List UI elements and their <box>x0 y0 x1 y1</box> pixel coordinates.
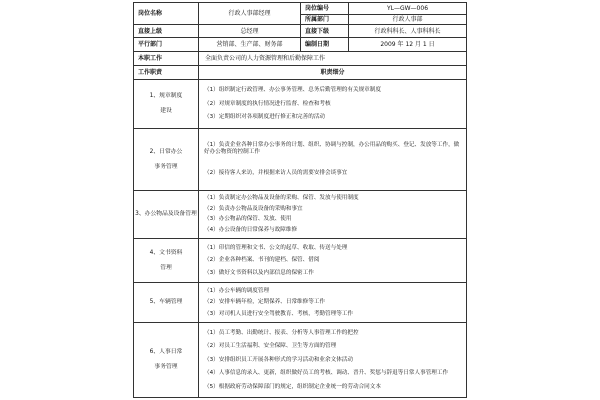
duty-item: （2）安排车辆年检，定期保养、日常维修等工作 <box>204 299 326 305</box>
section-title-line: 3、办公物品及设备管理 <box>135 211 197 217</box>
header-row-responsibility <box>134 66 467 80</box>
duty-section-3 <box>134 191 467 239</box>
section-title-line: 建设 <box>160 108 172 114</box>
duty-item: （4）办公设备的日常保养与故障维修 <box>204 227 298 234</box>
duty-item-list <box>199 239 466 282</box>
section-title-line: 2、日常办公 <box>149 148 183 155</box>
duty-item: （1）员工考勤、出勤统计、报表、分析等人事管理工作的把控 <box>204 329 359 336</box>
duty-section-1 <box>134 80 467 129</box>
duty-item: （1）负责制定办公物品及设备的采购、保管、发放与使用制度 <box>204 194 359 201</box>
superior-value: 总经理 <box>199 25 301 38</box>
duty-item-list <box>199 191 466 238</box>
duty-section-4 <box>134 239 467 283</box>
duty-item: （3）安排组织员工开展各种形式的学习活动和业余文体活动 <box>204 356 353 363</box>
section-title <box>134 191 199 239</box>
duty-item: （1）组织制定行政管理、办公事务管理、总务后勤管理的有关规章制度 <box>204 86 381 93</box>
duty-item: （1）印信的管理和文书、公文的起草、收取、传送与处理 <box>204 244 348 251</box>
duty-item: （2）对规章制度的执行情况进行监督、检查和考核 <box>204 100 331 107</box>
section-title <box>134 323 199 398</box>
post-name-label: 岗位名称 <box>134 3 199 25</box>
job-description-table <box>133 2 467 398</box>
duty-item: （3）做好文书资料以及内部信息的保密工作 <box>204 269 314 276</box>
section-details <box>199 129 467 191</box>
department-value: 行政人事部 <box>349 15 467 25</box>
section-details <box>199 191 467 239</box>
duty-item-list <box>199 323 466 397</box>
duty-item: （1）负责企业各种日常办公事务的计划、组织、协调与控制，办公用品的购买、登记、发放等工作，做好办公物资的控制工作 <box>204 142 460 156</box>
subordinate-label: 直接下级 <box>301 25 349 38</box>
date-label: 编制日期 <box>301 38 349 52</box>
header-row-post <box>134 3 467 15</box>
parallel-value: 营销部、生产部、财务部 <box>199 38 301 52</box>
duty-section-2 <box>134 129 467 191</box>
section-title-line: 事务管理 <box>154 163 178 170</box>
parallel-label: 平行部门 <box>134 38 199 52</box>
duty-item: （3）办公物品的保管、发放、使用 <box>204 216 292 223</box>
job-description-sheet <box>133 2 466 398</box>
date-value: 2009 年 12 月 1 日 <box>349 38 467 52</box>
duty-item-list <box>199 283 466 322</box>
section-title-line: 5、车辆管理 <box>149 299 183 305</box>
duty-section-6 <box>134 323 467 398</box>
section-title <box>134 129 199 191</box>
duty-value: 全面负责公司的人力资源管理和后勤保障工作 <box>199 52 467 66</box>
duty-item-list <box>199 129 466 190</box>
duty-item: （3）定期组织对各项制度进行修正和完善的活动 <box>204 114 326 121</box>
duty-item: （1）办公车辆的调度管理 <box>204 287 270 294</box>
section-title-line: 管理 <box>160 264 172 271</box>
duty-label: 本职工作 <box>134 52 199 66</box>
subordinate-value: 行政科科长、人事科科长 <box>349 25 467 38</box>
post-code-label: 岗位编号 <box>301 3 349 15</box>
department-label: 所属部门 <box>301 15 349 25</box>
header-row-duty <box>134 52 467 66</box>
detail-label: 职责细分 <box>199 66 467 80</box>
post-code-value: YL—GW—006 <box>349 3 467 15</box>
section-details <box>199 283 467 323</box>
section-title-line: 4、文书资料 <box>149 249 183 256</box>
section-title-line: 1、规章制度 <box>149 93 183 99</box>
duty-item: （4）人事信息的录入、更新，组织做好员工的考核、调动、晋升、奖惩与辞退等日常人事管理工作 <box>204 370 449 376</box>
section-details <box>199 239 467 283</box>
duty-item: （2）负责办公物品及设备的采购和事宜 <box>204 205 303 212</box>
superior-label: 直接上级 <box>134 25 199 38</box>
duty-item: （3）对司机人员进行安全驾驶教育、考核，考勤管理等工作 <box>204 310 353 317</box>
duty-item: （2）企业各种档案、书刊的建档、保管、借阅 <box>204 257 320 263</box>
duty-item: （2）对员工生活福利、安全保障、卫生等方面的管理 <box>204 343 337 349</box>
duty-section-5 <box>134 283 467 323</box>
duty-item: （2）接待客人来访，并根据来访人员的需要安排会谈事宜 <box>204 169 348 176</box>
section-title <box>134 283 199 323</box>
duty-item: （5）根据政府劳动保障部门的规定，组织制定企业统一的劳动合同文本 <box>204 383 381 390</box>
section-title <box>134 239 199 283</box>
section-details <box>199 323 467 398</box>
section-title <box>134 80 199 129</box>
header-row-parallel <box>134 38 467 52</box>
section-title-line: 事务管理 <box>154 364 178 370</box>
header-row-superior <box>134 25 467 38</box>
duty-item-list <box>199 80 466 128</box>
post-name-value: 行政人事部经理 <box>199 3 301 25</box>
responsibility-label: 工作职责 <box>134 66 199 80</box>
section-details <box>199 80 467 129</box>
section-title-line: 6、人事日常 <box>149 349 183 355</box>
